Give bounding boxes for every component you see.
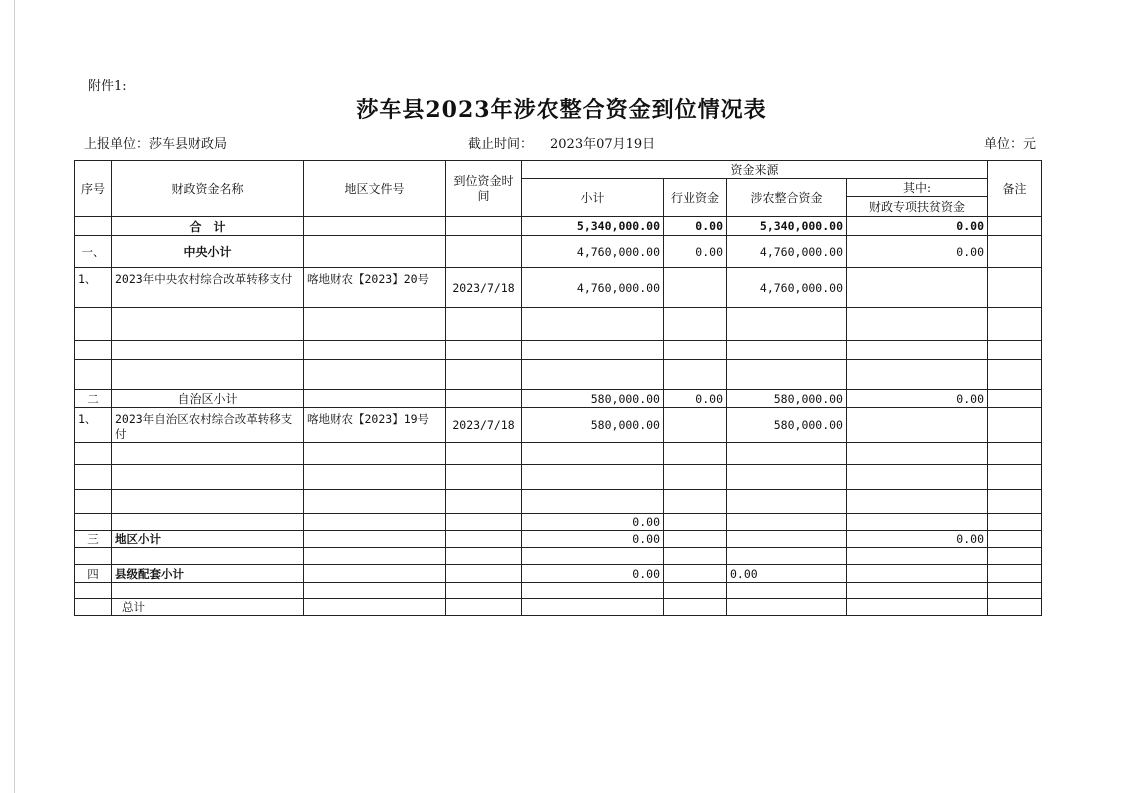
empty-cell bbox=[446, 514, 522, 531]
table-row bbox=[75, 360, 1042, 390]
total-subtotal: 5,340,000.00 bbox=[522, 217, 664, 236]
header-industry: 行业资金 bbox=[664, 179, 727, 217]
table-row bbox=[75, 390, 1042, 408]
region-item-name: 2023年自治区农村综合改革转移支付 bbox=[112, 408, 304, 443]
central-item-name: 2023年中央农村综合改革转移支付 bbox=[112, 268, 304, 308]
empty-cell bbox=[727, 308, 847, 341]
region-seq: 二 bbox=[75, 390, 112, 408]
empty-cell bbox=[446, 583, 522, 599]
region-label: 自治区小计 bbox=[112, 390, 304, 408]
central-item-integrated: 4,760,000.00 bbox=[727, 268, 847, 308]
central-item-time: 2023/7/18 bbox=[446, 268, 522, 308]
county-seq: 四 bbox=[75, 565, 112, 583]
empty-cell bbox=[664, 599, 727, 616]
empty-cell bbox=[304, 443, 446, 465]
empty-cell bbox=[727, 341, 847, 360]
empty-cell bbox=[988, 465, 1042, 490]
empty-cell bbox=[727, 583, 847, 599]
empty-cell bbox=[664, 514, 727, 531]
empty-cell bbox=[304, 583, 446, 599]
empty-cell bbox=[727, 490, 847, 514]
deadline-label: 截止时间： bbox=[468, 137, 534, 152]
empty-cell bbox=[304, 465, 446, 490]
empty-cell bbox=[304, 341, 446, 360]
region-poverty: 0.00 bbox=[847, 390, 988, 408]
empty-cell bbox=[75, 583, 112, 599]
empty-cell bbox=[727, 514, 847, 531]
empty-cell bbox=[988, 360, 1042, 390]
header-remark: 备注 bbox=[988, 161, 1042, 217]
region-subtotal: 580,000.00 bbox=[522, 390, 664, 408]
empty-cell bbox=[304, 308, 446, 341]
empty-cell bbox=[847, 443, 988, 465]
empty-cell bbox=[304, 514, 446, 531]
empty-cell bbox=[988, 443, 1042, 465]
empty-cell bbox=[988, 599, 1042, 616]
table-row bbox=[75, 236, 1042, 268]
central-item-seq: 1、 bbox=[75, 268, 112, 308]
empty-cell bbox=[112, 308, 304, 341]
header-name: 财政资金名称 bbox=[112, 161, 304, 217]
county-subtotal: 0.00 bbox=[522, 565, 664, 583]
central-label: 中央小计 bbox=[112, 236, 304, 268]
header-poverty: 财政专项扶贫资金 bbox=[847, 197, 988, 217]
region-item-seq: 1、 bbox=[75, 408, 112, 443]
total-poverty: 0.00 bbox=[847, 217, 988, 236]
empty-cell bbox=[75, 341, 112, 360]
empty-cell bbox=[446, 341, 522, 360]
empty-cell bbox=[847, 341, 988, 360]
empty-cell bbox=[664, 465, 727, 490]
region-item-time: 2023/7/18 bbox=[446, 408, 522, 443]
table-row bbox=[75, 408, 1042, 443]
empty-cell bbox=[727, 360, 847, 390]
empty-cell bbox=[847, 465, 988, 490]
reporting-unit: 上报单位：莎车县财政局 bbox=[84, 137, 228, 152]
empty-cell bbox=[664, 548, 727, 565]
empty-cell bbox=[446, 490, 522, 514]
empty-cell bbox=[446, 360, 522, 390]
empty-cell bbox=[446, 443, 522, 465]
empty-cell bbox=[988, 308, 1042, 341]
empty-cell bbox=[75, 490, 112, 514]
region-integrated: 580,000.00 bbox=[727, 390, 847, 408]
central-item-subtotal: 4,760,000.00 bbox=[522, 268, 664, 308]
table-row bbox=[75, 548, 1042, 565]
empty-cell bbox=[522, 443, 664, 465]
empty-cell bbox=[112, 360, 304, 390]
empty-cell bbox=[112, 490, 304, 514]
empty-cell bbox=[522, 548, 664, 565]
empty-cell bbox=[727, 465, 847, 490]
empty-cell bbox=[988, 548, 1042, 565]
empty-cell bbox=[847, 360, 988, 390]
empty-cell bbox=[664, 341, 727, 360]
empty-cell bbox=[522, 465, 664, 490]
central-subtotal: 4,760,000.00 bbox=[522, 236, 664, 268]
central-integrated: 4,760,000.00 bbox=[727, 236, 847, 268]
funds-table bbox=[74, 160, 1042, 616]
empty-cell bbox=[664, 583, 727, 599]
empty-cell bbox=[522, 341, 664, 360]
empty-cell bbox=[446, 308, 522, 341]
central-poverty: 0.00 bbox=[847, 236, 988, 268]
empty-cell bbox=[446, 599, 522, 616]
empty-cell bbox=[847, 548, 988, 565]
grand-total-label: 总计 bbox=[112, 599, 304, 616]
empty-cell bbox=[304, 360, 446, 390]
currency-unit: 单位：元 bbox=[984, 137, 1037, 152]
empty-cell bbox=[75, 514, 112, 531]
empty-cell bbox=[847, 583, 988, 599]
header-seq: 序号 bbox=[75, 161, 112, 217]
region-item-doc: 喀地财农【2023】19号 bbox=[304, 408, 446, 443]
region-item-integrated: 580,000.00 bbox=[727, 408, 847, 443]
header-source-group: 资金来源 bbox=[522, 161, 988, 179]
empty-cell bbox=[522, 583, 664, 599]
prefecture-seq: 三 bbox=[75, 531, 112, 548]
region-item-subtotal: 580,000.00 bbox=[522, 408, 664, 443]
table-row bbox=[75, 217, 1042, 236]
prefecture-poverty: 0.00 bbox=[847, 531, 988, 548]
empty-cell bbox=[75, 308, 112, 341]
empty-cell bbox=[522, 360, 664, 390]
empty-cell bbox=[112, 548, 304, 565]
empty-cell bbox=[727, 548, 847, 565]
empty-cell bbox=[304, 599, 446, 616]
table-row bbox=[75, 583, 1042, 599]
county-integrated: 0.00 bbox=[727, 565, 847, 583]
table-row bbox=[75, 465, 1042, 490]
empty-cell bbox=[75, 465, 112, 490]
header-subtotal: 小计 bbox=[522, 179, 664, 217]
empty-cell bbox=[664, 308, 727, 341]
prefecture-subtotal: 0.00 bbox=[522, 531, 664, 548]
empty-cell bbox=[727, 599, 847, 616]
empty-cell bbox=[75, 360, 112, 390]
header-doc: 地区文件号 bbox=[304, 161, 446, 217]
empty-cell bbox=[988, 341, 1042, 360]
central-seq: 一、 bbox=[75, 236, 112, 268]
empty-cell bbox=[522, 308, 664, 341]
empty-cell bbox=[112, 341, 304, 360]
page-title: 莎车县2023年涉农整合资金到位情况表 bbox=[356, 97, 767, 123]
empty-cell bbox=[522, 490, 664, 514]
empty-cell bbox=[304, 548, 446, 565]
header-time: 到位资金时间 bbox=[446, 161, 522, 217]
empty-cell bbox=[522, 599, 664, 616]
empty-cell bbox=[446, 465, 522, 490]
table-row bbox=[75, 514, 1042, 531]
empty-cell bbox=[988, 514, 1042, 531]
empty-cell bbox=[847, 490, 988, 514]
empty-cell bbox=[75, 548, 112, 565]
empty-cell bbox=[112, 583, 304, 599]
prefecture-label: 地区小计 bbox=[112, 531, 304, 548]
empty-cell bbox=[112, 514, 304, 531]
blank-row-subtotal: 0.00 bbox=[522, 514, 664, 531]
empty-cell bbox=[112, 465, 304, 490]
central-item-doc: 喀地财农【2023】20号 bbox=[304, 268, 446, 308]
empty-cell bbox=[727, 443, 847, 465]
total-integrated: 5,340,000.00 bbox=[727, 217, 847, 236]
central-industry: 0.00 bbox=[664, 236, 727, 268]
header-of-which: 其中: bbox=[847, 179, 988, 197]
table-row bbox=[75, 599, 1042, 616]
empty-cell bbox=[664, 490, 727, 514]
deadline-value: 2023年07月19日 bbox=[550, 137, 656, 152]
empty-cell bbox=[847, 514, 988, 531]
region-industry: 0.00 bbox=[664, 390, 727, 408]
table-row bbox=[75, 268, 1042, 308]
table-row bbox=[75, 490, 1042, 514]
county-label: 县级配套小计 bbox=[112, 565, 304, 583]
empty-cell bbox=[988, 490, 1042, 514]
empty-cell bbox=[988, 583, 1042, 599]
total-label: 合 计 bbox=[112, 217, 304, 236]
empty-cell bbox=[112, 443, 304, 465]
empty-cell bbox=[664, 360, 727, 390]
header-integrated: 涉农整合资金 bbox=[727, 179, 847, 217]
total-industry: 0.00 bbox=[664, 217, 727, 236]
table-row bbox=[75, 565, 1042, 583]
table-row bbox=[75, 443, 1042, 465]
table-row bbox=[75, 308, 1042, 341]
empty-cell bbox=[664, 443, 727, 465]
table-row bbox=[75, 341, 1042, 360]
attachment-label: 附件1: bbox=[88, 79, 127, 94]
empty-cell bbox=[304, 490, 446, 514]
table-row bbox=[75, 531, 1042, 548]
empty-cell bbox=[446, 548, 522, 565]
empty-cell bbox=[75, 443, 112, 465]
empty-cell bbox=[847, 308, 988, 341]
empty-cell bbox=[847, 599, 988, 616]
